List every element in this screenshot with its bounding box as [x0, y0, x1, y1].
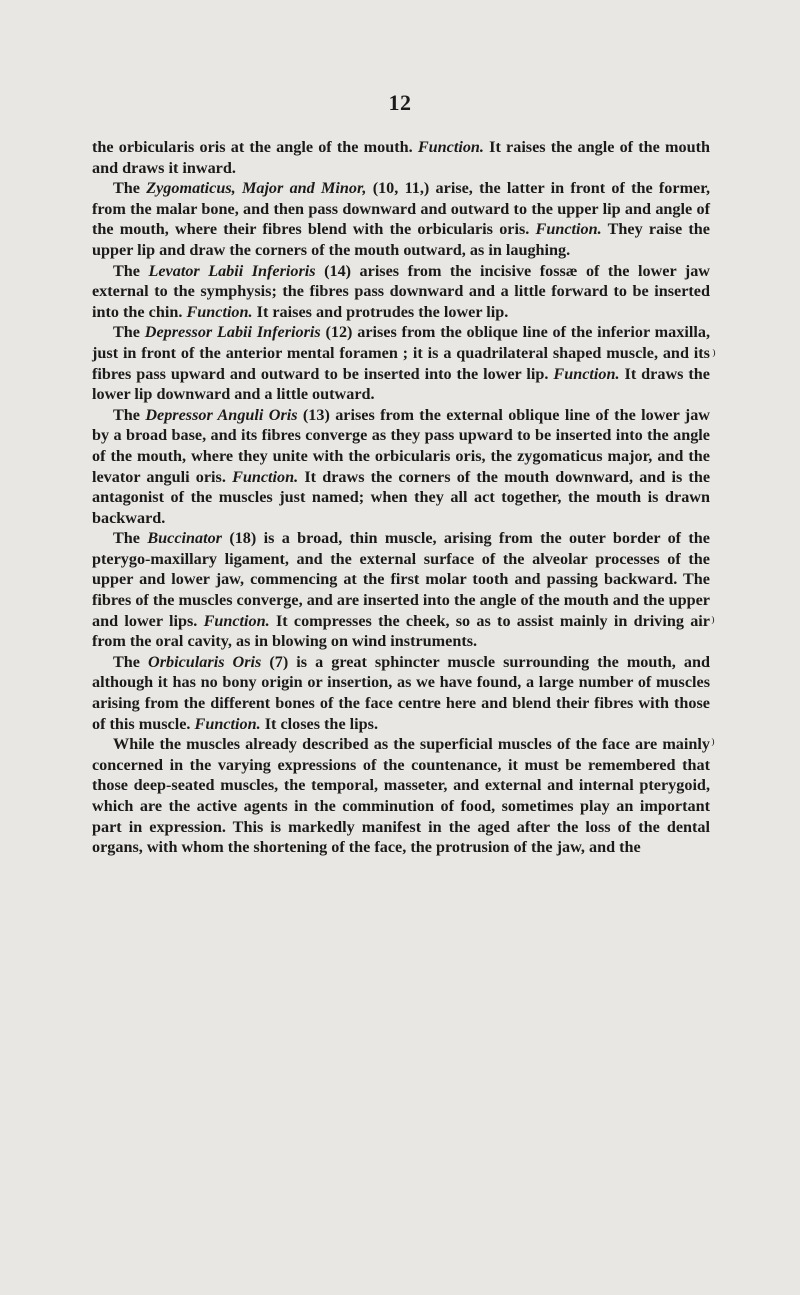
- body-text: [92, 137, 710, 858]
- muscle-name: Orbicularis Oris: [148, 652, 262, 671]
- scan-mark: ⁾: [712, 348, 716, 365]
- paragraph-text: (10, 11,) arise, the latter in front of the former, from the malar bone, and then pass downward and outward to the upper lip and angle of the mouth, where their fibres blend with the orbicularis oris.: [92, 179, 710, 239]
- paragraph-lead: The: [113, 323, 145, 342]
- function-label: Function.: [535, 220, 602, 239]
- paragraph-depressor-labii-inferioris: [92, 322, 710, 404]
- function-label: Function.: [553, 364, 620, 383]
- function-label: Function.: [194, 714, 261, 733]
- muscle-name: Buccinator: [147, 529, 222, 548]
- paragraph-text: (14) arises from the incisive fossæ of the lower jaw external to the symphysis; the fibres pass downward and a little forward to be inserted into the chin.: [92, 261, 710, 321]
- muscle-name: Levator Labii Inferioris: [148, 261, 316, 280]
- scan-mark: ⁾: [711, 737, 715, 754]
- muscle-name: Depressor Labii Inferioris: [144, 323, 321, 342]
- paragraph-lead: The: [113, 179, 147, 198]
- paragraph-lead: The: [113, 529, 148, 548]
- paragraph-text: It compresses the cheek, so as to assist mainly in driving air from the oral cavity, as in blowing on wind instruments.: [92, 611, 710, 651]
- function-label: Function.: [417, 138, 484, 156]
- muscle-name: Zygomaticus, Major and Minor,: [146, 179, 367, 198]
- page-number: 12: [388, 90, 412, 115]
- paragraph-orbicularis-oris: [92, 652, 710, 734]
- paragraph-zygomaticus: [92, 178, 710, 260]
- paragraph-text: It draws the corners of the mouth downward, and is the antagonist of the muscles just named; when they all act together, the mouth is drawn backward.: [92, 467, 711, 527]
- function-label: Function.: [186, 302, 253, 321]
- paragraph-text: They raise the upper lip and draw the corners of the mouth outward, as in laughing.: [92, 220, 710, 259]
- paragraph-levator-labii-inferioris: [92, 261, 710, 323]
- paragraph-text: the orbicularis oris at the angle of the mouth.: [92, 138, 418, 156]
- paragraph-text: (7) is a great sphincter muscle surrounding the mouth, and although it has no bony origin or insertion, as we have found, a large number of muscles arising from the different bones of the face centre here and blend their fibres with those of this muscle.: [92, 652, 710, 733]
- paragraph-text: While the muscles already described as the superficial muscles of the face are mainly concerned in the varying expressions of the countenance, it must be remembered that those deep-seated muscles, the temporal, masseter, and external and internal pterygoid, which are the active agents in the comminution of food, sometimes play an important part in expression. This is markedly manifest in the aged after the loss of the dental organs, with whom the shortening of the face, the protrusion of the jaw, and the: [92, 735, 710, 857]
- paragraph-lead: The: [113, 405, 146, 424]
- paragraph-depressor-anguli-oris: [92, 405, 710, 529]
- paragraph-orbicularis-continuation: [92, 137, 710, 178]
- paragraph-text: (12) arises from the oblique line of the inferior maxilla, just in front of the anterior mental foramen ; it is a quadrilateral shaped muscle, and its fibres pass upward and outward to be inserted into the lower lip.: [92, 323, 710, 383]
- paragraph-lead: The: [113, 652, 149, 671]
- paragraph-text: It raises the angle of the mouth and draws it inward.: [92, 138, 710, 177]
- paragraph-deep-muscles: [92, 734, 710, 858]
- paragraph-text: It raises and protrudes the lower lip.: [252, 302, 509, 321]
- function-label: Function.: [203, 611, 270, 630]
- paragraph-text: It draws the lower lip downward and a little outward.: [92, 364, 710, 404]
- paragraph-text: (18) is a broad, thin muscle, arising from the outer border of the pterygo-maxillary ligament, and the external surface of the alveolar processes of the upper and lower jaw, commencing at the first molar tooth and passing backward. The fibres of the muscles converge, and are inserted into the angle of the mouth and the upper and lower lips.: [92, 529, 710, 630]
- paragraph-lead: The: [113, 261, 149, 280]
- scan-mark: ⁾: [711, 615, 715, 632]
- paragraph-text: (13) arises from the external oblique line of the lower jaw by a broad base, and its fibres converge as they pass upward to be inserted into the angle of the mouth, where they unite with the orbicularis oris, the zygomaticus major, and the levator anguli oris.: [92, 405, 710, 486]
- muscle-name: Depressor Anguli Oris: [145, 405, 298, 424]
- paragraph-buccinator: [92, 528, 710, 652]
- paragraph-text: It closes the lips.: [260, 714, 379, 733]
- function-label: Function.: [232, 467, 299, 486]
